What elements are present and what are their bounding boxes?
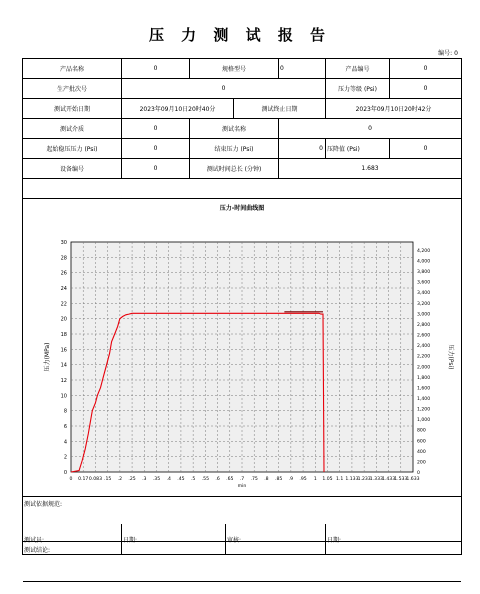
end-pressure-label: 结束压力 (Psi) xyxy=(190,139,279,158)
x-tick-label: 0.083 xyxy=(88,477,103,482)
y-tick-label: 26 xyxy=(60,270,67,277)
y2-tick-label: 2,800 xyxy=(417,322,431,328)
medium-label: 测试介质 xyxy=(23,119,122,138)
y2-tick-label: 400 xyxy=(417,449,426,455)
y-tick-label: 18 xyxy=(60,332,67,338)
y-tick-label: 10 xyxy=(60,393,67,400)
total-time-value: 1.683 xyxy=(361,165,379,172)
start-pressure-value: 0 xyxy=(122,139,190,158)
y-tick-label: 30 xyxy=(60,240,67,246)
batch-label: 生产批次号 xyxy=(23,79,122,98)
doc-number xyxy=(436,48,458,57)
x-tick-label: .3 xyxy=(142,477,147,482)
end-pressure-value: 0 xyxy=(279,139,326,158)
total-time-label: 测试时间总长 (分钟) xyxy=(190,159,279,178)
y-tick-label: 24 xyxy=(60,286,67,292)
y2-tick-label: 800 xyxy=(417,428,426,434)
medium-value: 0 xyxy=(122,119,190,138)
basis-label: 测试依据规范: xyxy=(24,501,63,508)
x-tick-label: 1.633 xyxy=(406,477,420,482)
y-tick-label: 12 xyxy=(60,378,67,384)
x-tick-label: 1.333 xyxy=(369,477,383,482)
y-tick-label: 22 xyxy=(60,301,67,308)
blank-row xyxy=(23,179,461,199)
chart-title: 压力-时间曲线图 xyxy=(219,204,265,212)
y2-tick-label: 1,800 xyxy=(417,375,431,381)
y2-tick-label: 1,200 xyxy=(417,407,431,413)
y2-tick-label: 600 xyxy=(417,439,426,445)
plot-area xyxy=(71,242,413,472)
y2-tick-label: 3,800 xyxy=(417,270,431,276)
end-date-value: 2023年09月10日20时42分 xyxy=(355,106,432,113)
product-name-label: 产品名称 xyxy=(23,59,122,78)
y-tick-label: 6 xyxy=(63,424,67,430)
x-tick-label: .35 xyxy=(152,477,161,482)
product-name-value: 0 xyxy=(122,59,190,78)
y-tick-label: 8 xyxy=(63,408,67,415)
start-date-value: 2023年09月10日20时40分 xyxy=(122,99,234,118)
x-tick-label: .9 xyxy=(288,477,294,482)
y2-tick-label: 200 xyxy=(417,460,426,466)
signature-row xyxy=(22,524,462,555)
y2-tick-label: 3,400 xyxy=(417,291,431,297)
x-tick-label: 0 xyxy=(69,477,73,482)
y2-tick-label: 1,600 xyxy=(417,386,431,392)
x-tick-label: .65 xyxy=(226,477,234,482)
device-number-label: 设备编号 xyxy=(23,159,122,178)
y2-tick-label: 2,000 xyxy=(417,365,431,371)
x-tick-label: .5 xyxy=(190,477,196,482)
conclusion-label: 测试结论: xyxy=(24,547,51,554)
y-tick-label: 2 xyxy=(63,454,67,461)
pressure-grade-label: 压力等级 (Psi) xyxy=(326,79,390,98)
test-name-label: 测试名称 xyxy=(190,119,279,138)
pressure-drop-value: 0 xyxy=(423,145,428,152)
spec-model-value: 0 xyxy=(279,59,326,78)
device-number-value: 0 xyxy=(122,159,190,178)
pressure-drop-label: 压降值 (Psi) xyxy=(326,139,390,158)
y2-tick-label: 4,000 xyxy=(417,259,431,265)
x-tick-label: 1.533 xyxy=(394,477,408,482)
y2-tick-label: 1,000 xyxy=(417,418,431,424)
spec-model-label: 规格型号 xyxy=(190,59,279,78)
info-row xyxy=(23,79,461,99)
x-tick-label: .6 xyxy=(215,477,220,482)
reviewer-cell xyxy=(226,524,326,554)
batch-value: 0 xyxy=(122,79,326,98)
y2-tick-label: 3,600 xyxy=(417,280,431,286)
date1-cell xyxy=(122,524,226,554)
x-tick-label: .25 xyxy=(128,477,136,482)
x-tick-label: 1.1 xyxy=(336,477,344,482)
date2-cell xyxy=(326,524,461,554)
doc-number-value: 0 xyxy=(454,50,458,57)
info-row xyxy=(23,119,461,139)
tester-cell xyxy=(23,524,122,554)
y2-tick-label: 3,200 xyxy=(417,301,431,307)
info-row xyxy=(23,139,461,159)
x-axis-label: min xyxy=(237,484,247,489)
x-tick-label: .7 xyxy=(239,477,245,482)
info-row xyxy=(23,99,461,119)
x-tick-label: 1.433 xyxy=(381,477,396,482)
report-title: 压 力 测 试 报 告 xyxy=(148,26,332,44)
x-tick-label: .55 xyxy=(201,477,210,482)
x-tick-label: .2 xyxy=(117,477,123,482)
x-tick-label: .95 xyxy=(299,477,307,482)
y2-tick-label: 2,600 xyxy=(417,333,431,339)
product-number-label: 产品编号 xyxy=(326,59,390,78)
y-tick-label: 4 xyxy=(63,439,67,446)
y2-tick-label: 1,400 xyxy=(417,396,431,402)
y2-tick-label: 2,200 xyxy=(417,354,431,360)
product-number-value: 0 xyxy=(423,65,428,72)
x-tick-label: .15 xyxy=(103,477,112,482)
x-tick-label: .75 xyxy=(250,477,258,482)
info-row xyxy=(23,59,461,79)
x-tick-label: 1 xyxy=(313,477,317,482)
x-tick-label: .8 xyxy=(264,477,269,482)
y2-tick-label: 4,200 xyxy=(417,248,431,254)
x-tick-label: .4 xyxy=(166,477,171,482)
start-date-label: 测试开始日期 xyxy=(23,99,122,118)
doc-number-label: 编号: xyxy=(438,50,453,57)
chart-svg xyxy=(23,216,461,496)
y2-tick-label: 0 xyxy=(417,471,420,476)
x-tick-label: 1.05 xyxy=(322,477,333,482)
pressure-grade-value: 0 xyxy=(423,85,428,92)
y2-tick-label: 2,400 xyxy=(417,344,431,350)
pressure-time-chart xyxy=(23,216,461,497)
start-pressure-label: 起始稳压压力 (Psi) xyxy=(23,139,122,158)
y2-axis-label: 压力(Psi) xyxy=(447,344,454,370)
x-tick-label: 0.17 xyxy=(78,477,89,482)
date1-label: 日期: xyxy=(123,536,138,544)
y2-tick-label: 3,000 xyxy=(417,312,431,318)
test-name-value: 0 xyxy=(368,125,372,132)
y-tick-label: 16 xyxy=(60,347,67,354)
reviewer-label: 审核: xyxy=(227,536,242,544)
tester-label: 测试员: xyxy=(24,536,45,544)
y-axis-label: 压力(MPa) xyxy=(44,342,51,372)
date2-label: 日期: xyxy=(327,536,342,544)
y-tick-label: 28 xyxy=(60,255,67,262)
y-tick-label: 14 xyxy=(60,362,67,369)
report-sheet xyxy=(22,58,462,555)
y-tick-label: 0 xyxy=(63,470,67,476)
info-row xyxy=(23,159,461,179)
x-tick-label: .45 xyxy=(177,477,185,482)
end-date-label: 测试终止日期 xyxy=(234,99,326,118)
x-tick-label: 1.133 xyxy=(345,477,359,482)
x-tick-label: .85 xyxy=(274,477,283,482)
y-tick-label: 20 xyxy=(60,316,67,323)
x-tick-label: 1.233 xyxy=(357,477,371,482)
